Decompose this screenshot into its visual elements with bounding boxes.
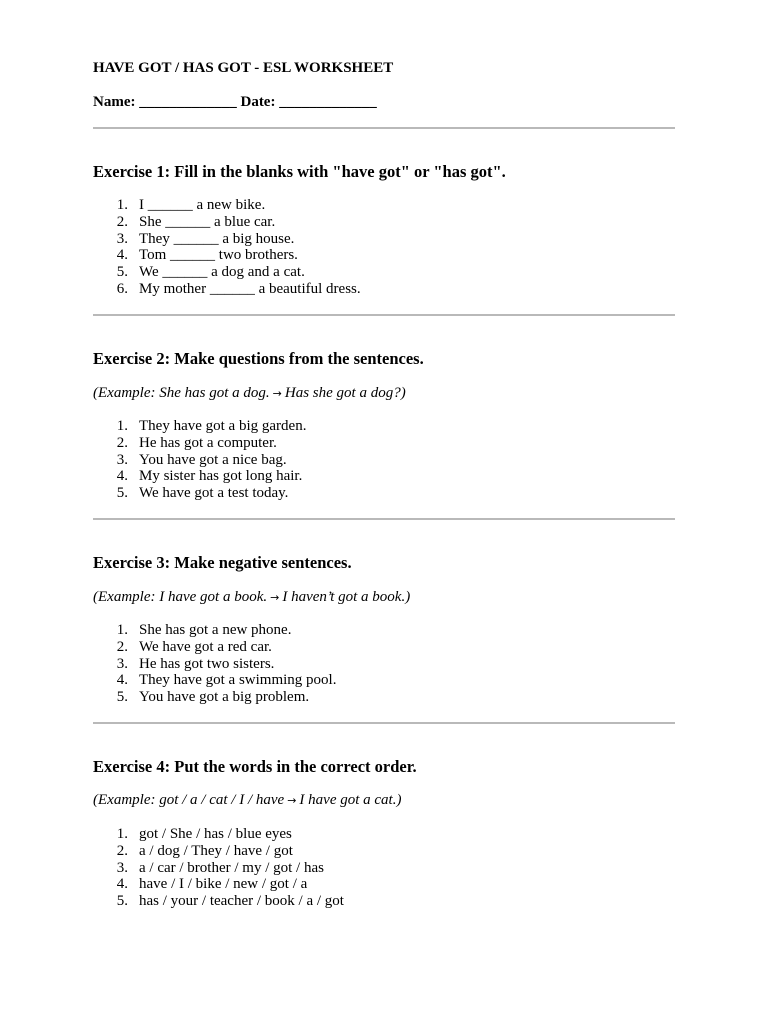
item-number: 2. [116, 434, 128, 451]
item-number: 4. [116, 247, 128, 264]
item-text: have / I / bike / new / got / a [139, 876, 308, 893]
name-date-line: Name: _____________ Date: _____________ [93, 94, 377, 110]
item-text: I ______ a new bike. [139, 197, 266, 213]
example-prefix: (Example: got / a / cat / I / have [93, 792, 285, 808]
item-text: We ______ a dog and a cat. [139, 264, 305, 281]
right-arrow-icon: → [287, 794, 297, 807]
item-number: 3. [116, 230, 128, 247]
item-text: They have got a big garden. [139, 418, 307, 434]
item-text: We have got a test today. [139, 485, 289, 502]
example-prefix: (Example: I have got a book. [93, 589, 268, 605]
item-text: has / your / teacher / book / a / got [139, 893, 344, 910]
list-item [93, 264, 361, 281]
right-arrow-icon: → [272, 387, 282, 400]
list-item [93, 860, 344, 877]
item-number: 2. [116, 842, 128, 859]
list-item [93, 214, 361, 231]
item-text: a / car / brother / my / got / has [139, 859, 324, 876]
list-item [93, 876, 344, 893]
list-item [93, 197, 361, 214]
exercise-2-list [93, 418, 306, 502]
divider-4 [93, 722, 675, 724]
item-text: They have got a swimming pool. [139, 672, 337, 689]
list-item [93, 485, 306, 502]
item-number: 5. [116, 893, 128, 910]
item-text: You have got a big problem. [139, 689, 310, 706]
list-item [93, 843, 344, 860]
item-number: 3. [116, 655, 128, 672]
list-item [93, 452, 306, 469]
item-text: got / She / has / blue eyes [139, 826, 292, 842]
item-number: 4. [116, 468, 128, 485]
exercise-4-list [93, 826, 344, 910]
list-item [93, 639, 336, 656]
item-number: 1. [116, 826, 128, 842]
example-suffix: I haven’t got a book.) [282, 589, 411, 605]
exercise-3-example [93, 589, 410, 606]
item-number: 1. [116, 197, 128, 213]
item-number: 3. [116, 859, 128, 876]
example-prefix: (Example: She has got a dog. [93, 385, 270, 401]
divider-2 [93, 314, 675, 316]
list-item [93, 689, 336, 706]
item-number: 3. [116, 451, 128, 468]
example-suffix: I have got a cat.) [299, 792, 402, 808]
item-text: a / dog / They / have / got [139, 842, 293, 859]
list-item [93, 672, 336, 689]
worksheet-title: HAVE GOT / HAS GOT - ESL WORKSHEET [93, 60, 394, 76]
right-arrow-icon: → [270, 591, 280, 604]
item-number: 1. [116, 418, 128, 434]
item-text: You have got a nice bag. [139, 451, 287, 468]
list-item [93, 231, 361, 248]
exercise-3-heading: Exercise 3: Make negative sentences. [93, 553, 352, 572]
list-item [93, 893, 344, 910]
exercise-1-list [93, 197, 361, 298]
divider-3 [93, 518, 675, 520]
item-number: 5. [116, 264, 128, 281]
list-item [93, 435, 306, 452]
item-text: He has got a computer. [139, 434, 277, 451]
item-number: 5. [116, 689, 128, 706]
item-number: 6. [116, 280, 128, 297]
list-item [93, 281, 361, 298]
list-item [93, 418, 306, 435]
item-text: My mother ______ a beautiful dress. [139, 280, 361, 297]
list-item [93, 247, 361, 264]
item-number: 4. [116, 876, 128, 893]
list-item [93, 622, 336, 639]
list-item [93, 656, 336, 673]
exercise-2-example [93, 385, 406, 402]
item-text: She ______ a blue car. [139, 213, 276, 230]
exercise-2-heading: Exercise 2: Make questions from the sentences. [93, 349, 424, 368]
list-item [93, 468, 306, 485]
example-suffix: Has she got a dog?) [284, 385, 406, 401]
list-item [93, 826, 344, 843]
exercise-1-heading: Exercise 1: Fill in the blanks with "have got" or "has got". [93, 162, 506, 181]
exercise-4-heading: Exercise 4: Put the words in the correct order. [93, 757, 417, 776]
item-text: We have got a red car. [139, 638, 272, 655]
item-number: 1. [116, 622, 128, 638]
item-number: 2. [116, 638, 128, 655]
exercise-4-example [93, 792, 401, 809]
exercise-3-list [93, 622, 336, 706]
item-text: My sister has got long hair. [139, 468, 303, 485]
item-text: She has got a new phone. [139, 622, 292, 638]
item-text: They ______ a big house. [139, 230, 295, 247]
item-number: 2. [116, 213, 128, 230]
item-number: 5. [116, 485, 128, 502]
divider-1 [93, 127, 675, 129]
item-text: He has got two sisters. [139, 655, 275, 672]
item-text: Tom ______ two brothers. [139, 247, 298, 264]
item-number: 4. [116, 672, 128, 689]
